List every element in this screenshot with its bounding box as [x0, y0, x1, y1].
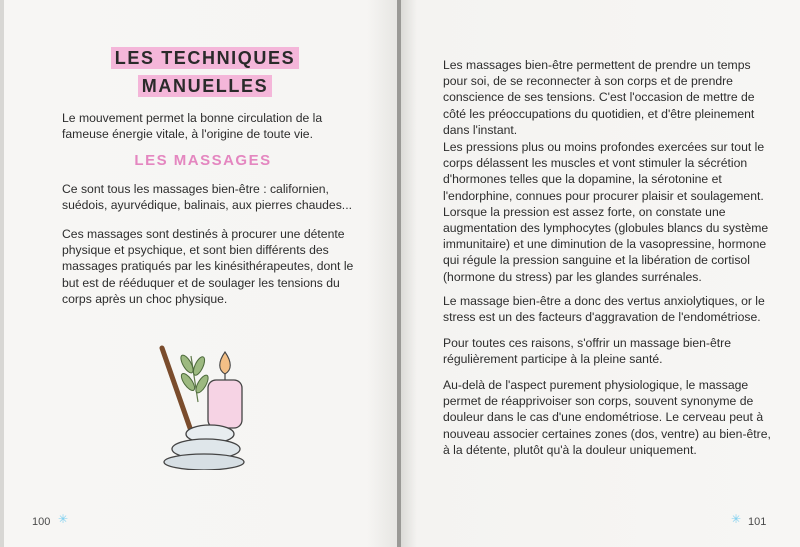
right-paragraph-4: Pour toutes ces raisons, s'offrir un massage bien-être régulièrement participe à la pleine santé. — [443, 336, 731, 367]
massages-list-paragraph: Ce sont tous les massages bien-être : californien, suédois, ayurvédique, balinais, aux pierres chaudes... — [62, 182, 352, 213]
left-page — [0, 0, 399, 547]
right-paragraph-5: Au-delà de l'aspect purement physiologique, le massage permet de réapprivoiser son corps, souvent synonyme de douleur dans le cas d'une endométriose. Le cerveau peut à nouveau associer certaines zones (dos, ventre) au bien-être, à la détente, plutôt qu'à la douleur uniquement. — [443, 378, 771, 457]
right-paragraph-3: Le massage bien-être a donc des vertus anxiolytiques, or le stress est un des facteurs d'aggravation de l'endométriose. — [443, 294, 765, 325]
page-number-right: 101 — [748, 516, 767, 528]
intro-paragraph: Le mouvement permet la bonne circulation de la fameuse énergie vitale, à l'origine de toute vie. — [62, 111, 323, 142]
page-title — [100, 44, 310, 100]
page-number-left: 100 — [32, 516, 51, 528]
candle-and-stones-icon — [150, 336, 254, 470]
massages-purpose-paragraph: Ces massages sont destinés à procurer une détente physique et psychique, et sont bien différents des massages pratiqués par les kinésithérapeutes, dont le but est de rééduquer et de soulager les tensions du corps après un choc physique. — [62, 227, 354, 306]
page-edge — [0, 0, 4, 547]
right-paragraph-1: Les massages bien-être permettent de prendre un temps pour soi, de se reconnecter à son corps et de prendre conscience de ses tensions. C'est l'occasion de mettre de côté les préoccupations du quotidien, et d'être pleinement dans l'instant. — [443, 58, 755, 137]
sparkle-icon: ✳ — [58, 512, 69, 526]
right-page — [401, 0, 800, 547]
sparkle-icon: ✳ — [731, 512, 742, 526]
title-line-2: MANUELLES — [138, 75, 272, 97]
section-subtitle: LES MASSAGES — [134, 152, 272, 169]
title-line-1: LES TECHNIQUES — [111, 47, 299, 69]
right-paragraph-2: Les pressions plus ou moins profondes exercées sur tout le corps délassent les muscles et vont stimuler la sécrétion d'hormones telles que la dopamine, la sérotonine et l'endorphine, connues pour procurer plaisir et soulagement. Lorsque la pression est assez forte, on constate une augmentation des lymphocytes (globules blancs du système immunitaire) et une diminution de la vasopressine, hormone qui régule la pression sanguine et la libération de cortisol (hormone du stress) par les glandes surrénales. — [443, 140, 769, 284]
